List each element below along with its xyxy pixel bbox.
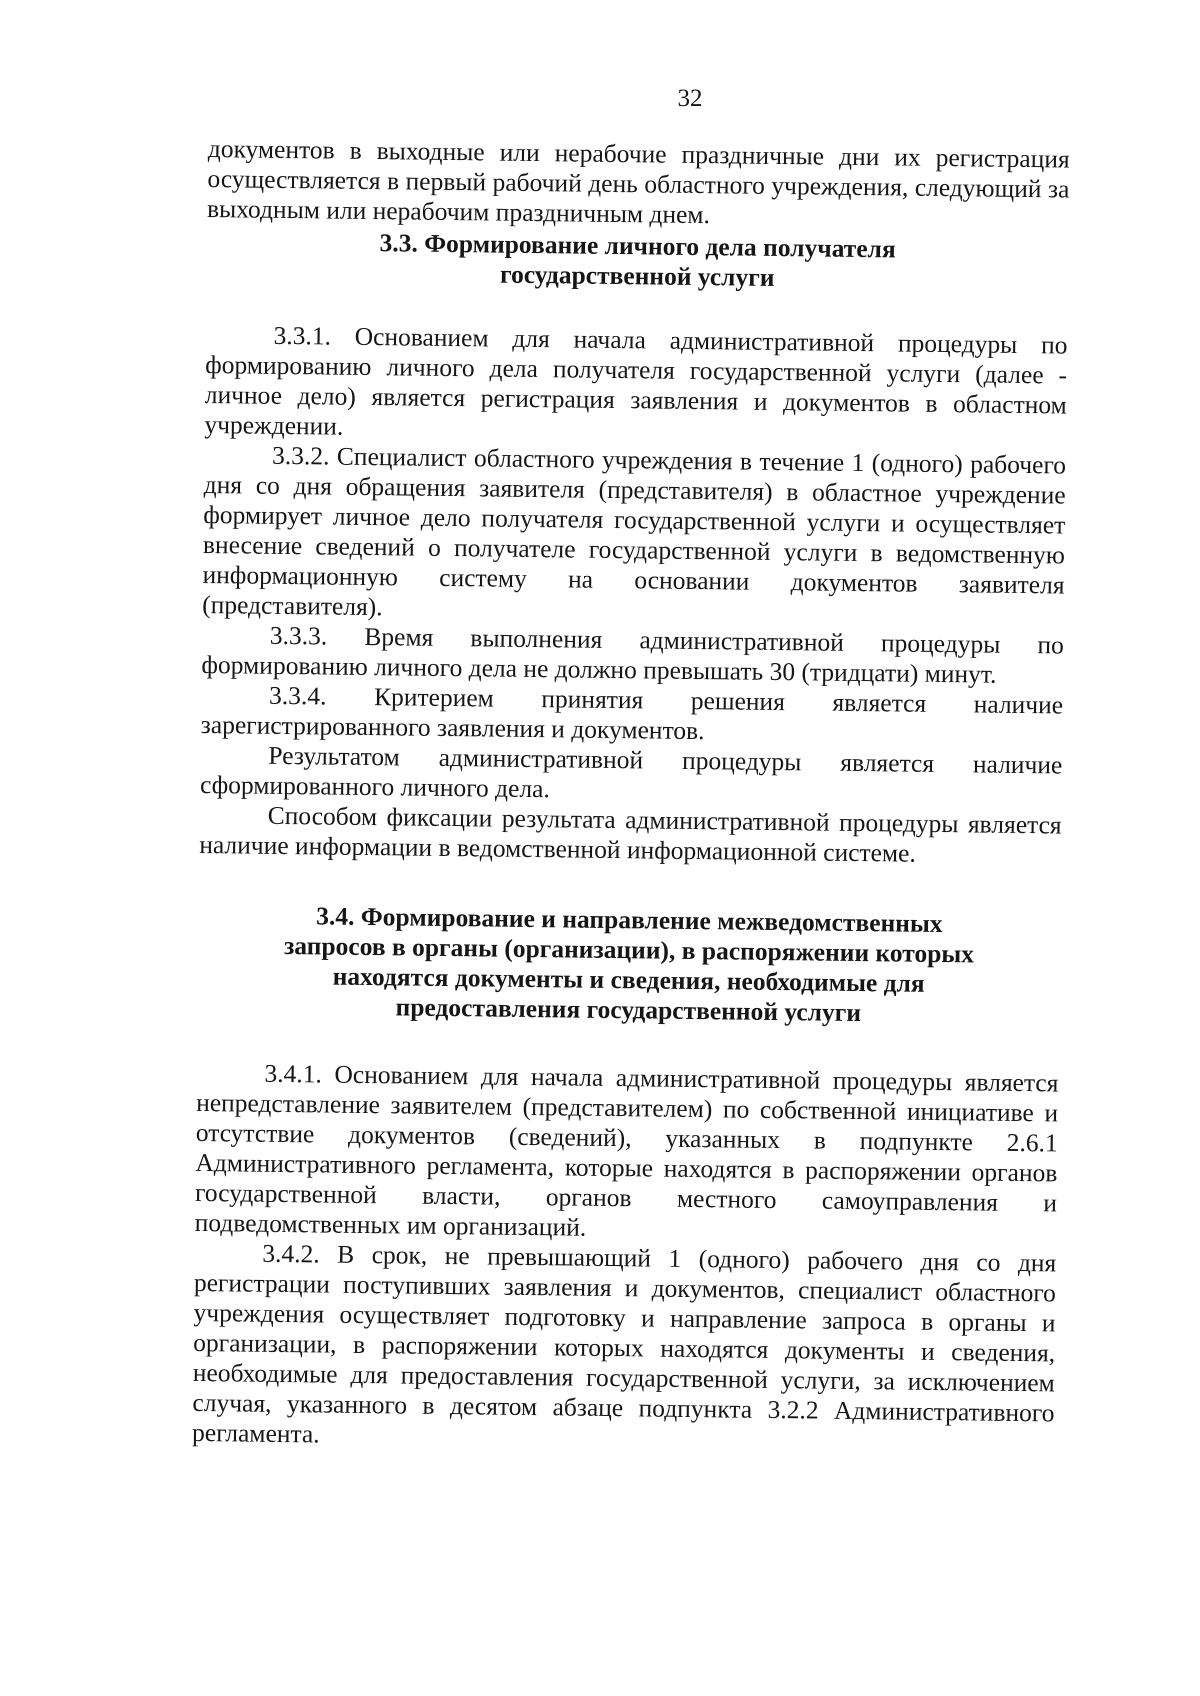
paragraph-3-4-2: 3.4.2. В срок, не превышающий 1 (одного) рабочего дня со дня регистрации поступивших заявления и документов, специалист областного учреждения осуществляет подготовку и направление запроса в органы и организации, в распоряжении которых находятся документы и сведения, необходимые для предоставления государственной услуги, за исключением случая, указанного в десятом абзаце подпункта 3.2.2 Административного регламента. [191, 1238, 1057, 1449]
paragraph-fixation: Способом фиксации результата административной процедуры является наличие информации в ведомственной информационной системе. [199, 800, 1062, 868]
paragraph-result: Результатом административной процедуры является наличие сформированного личного дела. [199, 740, 1063, 804]
section-heading-3-3: 3.3. Формирование личного дела получателя государственной услуги [379, 228, 896, 292]
document-body [192, 134, 1070, 1458]
page-number: 32 [677, 85, 703, 112]
paragraph-3-3-4: 3.3.4. Критерием принятия решения является наличие зарегистрированного заявления и документов. [200, 680, 1064, 746]
paragraph-3-3-1: 3.3.1. Основанием для начала административной процедуры по формированию личного дела получателя государственной услуги (далее - личное дело) является регистрация заявления и документов в областном учреждении. [204, 320, 1068, 441]
paragraph-3-3-3: 3.3.3. Время выполнения административной процедуры по формированию личного дела не должно превышать 30 (тридцати) минут. [201, 620, 1064, 689]
paragraph-3-4-1: 3.4.1. Основанием для начала административной процедуры является непредставление заявителем (представителем) по собственной инициативе и отсутствие документов (сведений), указанных в подпункте 2.6.1 Административного регламента, которые находятся в распоряжении органов государственной власти, органов местного самоуправления и подведомственных им организаций. [194, 1058, 1059, 1242]
paragraph-3-3-2: 3.3.2. Специалист областного учреждения в течение 1 (одного) рабочего дня со дня обращения заявителя (представителя) в областное учреждение формирует личное дело получателя государственной услуги и осуществляет внесение сведений о получателе государственной услуги в ведомственную информационную систему на основании документов заявителя (представителя). [202, 440, 1067, 622]
section-heading-3-4: 3.4. Формирование и направление межведомственных запросов в органы (организации), в распоряжении которых находятся документы и сведения, необходимые для предоставления государственной услуги [283, 901, 975, 1028]
top-paragraph: документов в выходные или нерабочие праздничные дни их регистрация осуществляется в первый рабочий день областного учреждения, следующий за выходным или нерабочим праздничным днем. [206, 134, 1070, 230]
